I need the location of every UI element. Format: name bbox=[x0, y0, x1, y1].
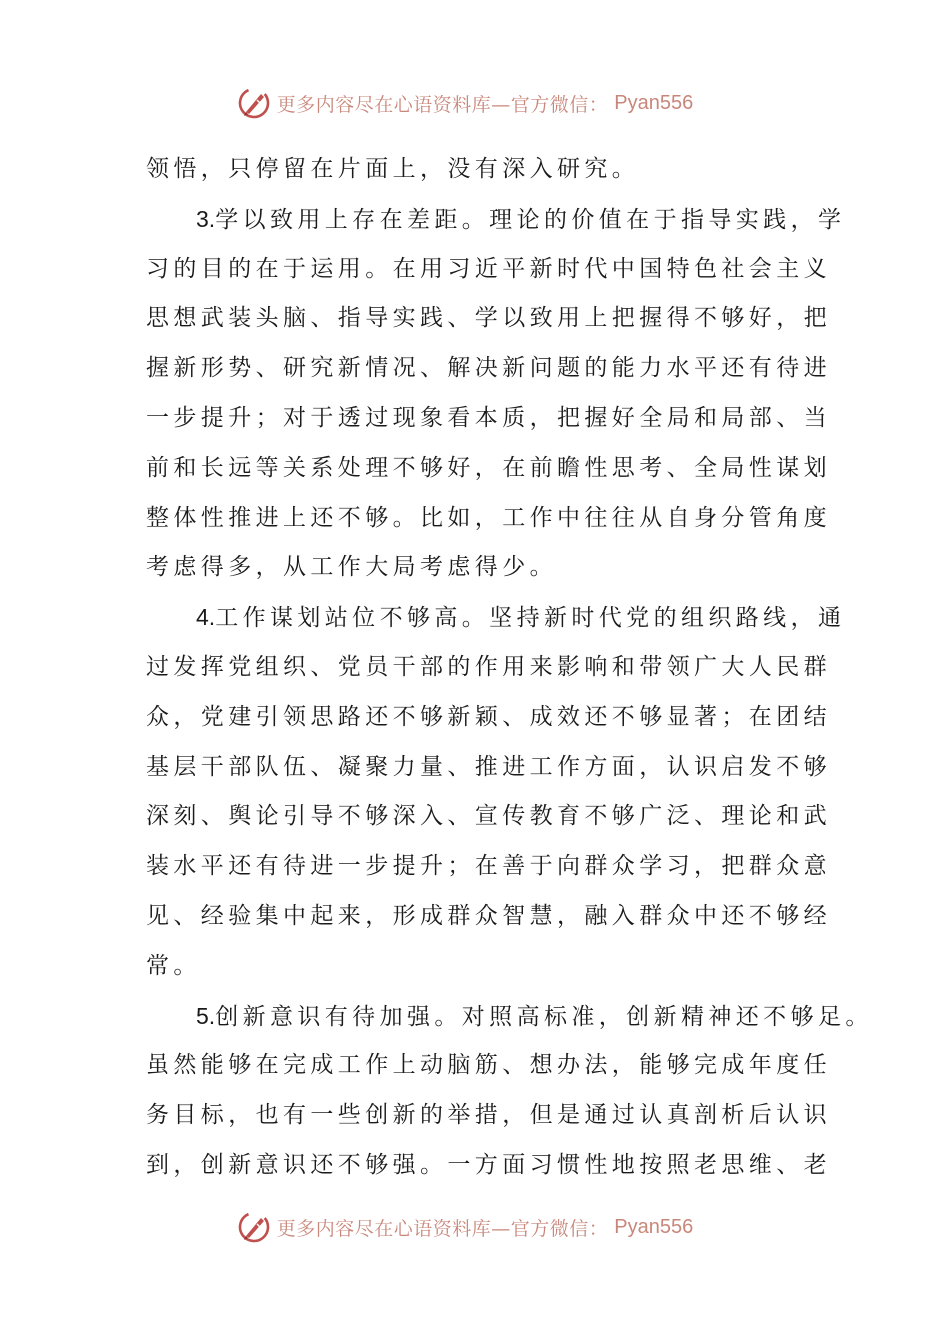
text-line: 一步提升；对于透过现象看本质，把握好全局和局部、当 bbox=[146, 404, 831, 431]
text-line: 考虑得多，从工作大局考虑得少。 bbox=[146, 554, 557, 581]
text-line: 领悟，只停留在片面上，没有深入研究。 bbox=[146, 156, 640, 182]
text-line: 务目标，也有一些创新的举措，但是通过认真剖析后认识 bbox=[146, 1102, 831, 1129]
text-line: 思想武装头脑、指导实践、学以致用上把握得不够好，把 bbox=[146, 305, 831, 332]
banner-wechat-id: Pyan556 bbox=[614, 91, 694, 114]
paragraph-heading-line bbox=[146, 992, 873, 1042]
header-banner bbox=[0, 83, 950, 123]
text-line: 学以致用上存在差距。理论的价值在于指导实践，学 bbox=[215, 206, 846, 233]
text-line: 深刻、舆论引导不够深入、宣传教育不够广泛、理论和武 bbox=[146, 803, 831, 830]
paragraph-heading-line bbox=[146, 593, 846, 643]
text-line: 整体性推进上还不够。比如，工作中往往从自身分管角度 bbox=[146, 504, 831, 531]
item-number: 4. bbox=[196, 604, 216, 631]
text-line: 过发挥党组织、党员干部的作用来影响和带领广大人民群 bbox=[146, 653, 831, 680]
quill-logo-icon bbox=[237, 86, 271, 120]
item-number: 5. bbox=[196, 1002, 216, 1029]
banner-text: 更多内容尽在心语资料库—官方微信： bbox=[276, 93, 609, 116]
text-line: 习的目的在于运用。在用习近平新时代中国特色社会主义 bbox=[146, 255, 831, 282]
text-line: 创新意识有待加强。对照高标准，创新精神还不够足。 bbox=[215, 1003, 873, 1030]
text-line: 到，创新意识还不够强。一方面习惯性地按照老思维、老 bbox=[146, 1151, 831, 1178]
text-line: 见、经验集中起来，形成群众智慧，融入群众中还不够经 bbox=[146, 902, 831, 929]
footer-banner-content bbox=[237, 1210, 693, 1244]
header-banner-content bbox=[237, 86, 693, 120]
paragraph-heading-line bbox=[146, 195, 846, 245]
item-number: 3. bbox=[196, 205, 216, 232]
text-line: 握新形势、研究新情况、解决新问题的能力水平还有待进 bbox=[146, 355, 831, 382]
text-line: 基层干部队伍、凝聚力量、推进工作方面，认识启发不够 bbox=[146, 753, 831, 780]
banner-text: 更多内容尽在心语资料库—官方微信： bbox=[276, 1217, 609, 1240]
text-line: 众，党建引领思路还不够新颖、成效还不够显著；在团结 bbox=[146, 703, 831, 730]
text-line: 装水平还有待进一步提升；在善于向群众学习，把群众意 bbox=[146, 853, 831, 880]
footer-banner bbox=[0, 1207, 950, 1247]
quill-logo-icon bbox=[237, 1210, 271, 1244]
text-line: 前和长远等关系处理不够好，在前瞻性思考、全局性谋划 bbox=[146, 454, 831, 481]
banner-wechat-id: Pyan556 bbox=[614, 1215, 694, 1238]
document-body bbox=[146, 145, 873, 1191]
text-line: 常。 bbox=[146, 952, 201, 979]
text-line: 工作谋划站位不够高。坚持新时代党的组织路线，通 bbox=[215, 605, 846, 632]
text-line: 虽然能够在完成工作上动脑筋、想办法，能够完成年度任 bbox=[146, 1052, 831, 1079]
